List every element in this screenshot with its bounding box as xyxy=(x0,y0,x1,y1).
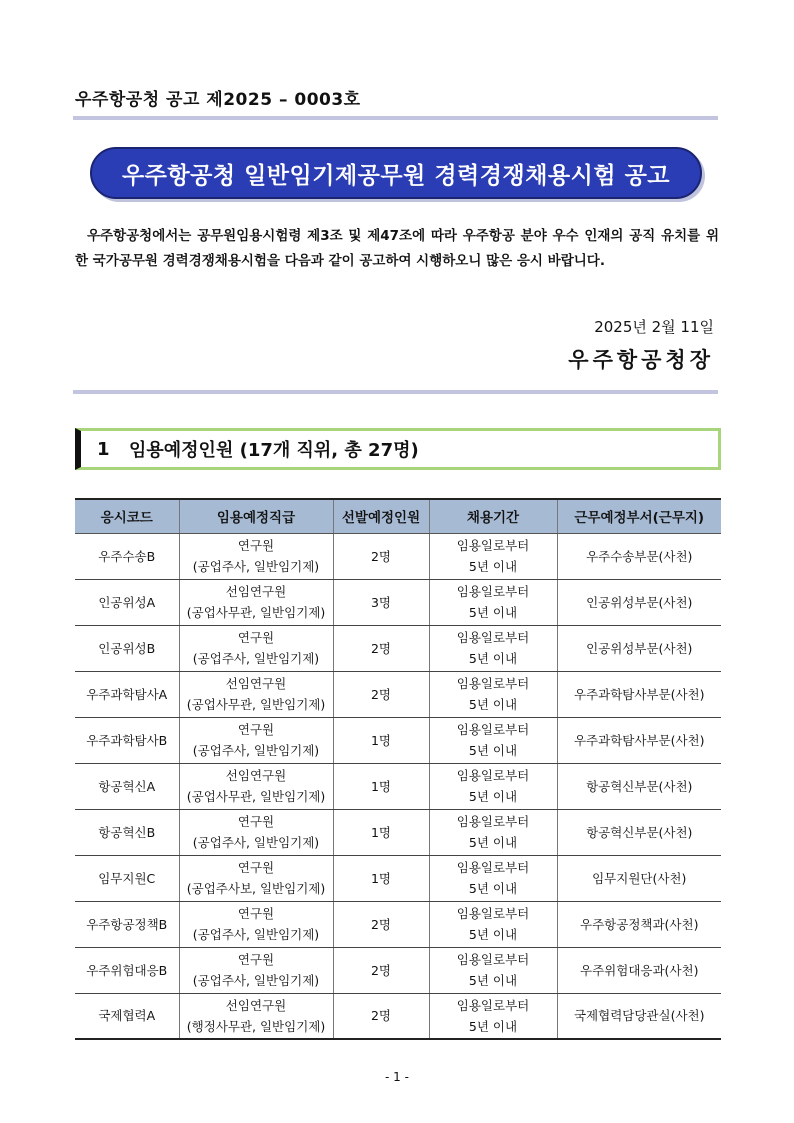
cell-count: 3명 xyxy=(333,579,429,625)
rank-title: 연구원 xyxy=(237,722,275,737)
cell-department: 인공위성부문(사천) xyxy=(557,579,721,625)
cell-count: 1명 xyxy=(333,763,429,809)
period-start: 임용일로부터 xyxy=(456,814,530,829)
period-start: 임용일로부터 xyxy=(456,952,530,967)
cell-department: 국제협력담당관실(사천) xyxy=(557,993,721,1039)
cell-code: 임무지원C xyxy=(75,855,179,901)
cell-count: 2명 xyxy=(333,533,429,579)
rank-grade: (공업사무관, 일반임기제) xyxy=(186,697,326,712)
rank-title: 선임연구원 xyxy=(225,768,287,783)
cell-code: 항공혁신A xyxy=(75,763,179,809)
header-rank: 임용예정직급 xyxy=(179,499,333,533)
rank-title: 연구원 xyxy=(237,814,275,829)
table-row xyxy=(75,809,721,855)
cell-count: 2명 xyxy=(333,947,429,993)
cell-rank xyxy=(179,809,333,855)
table-header-row xyxy=(75,499,721,533)
cell-rank xyxy=(179,901,333,947)
issuer-name: 우주항공청장 xyxy=(568,347,714,372)
table-row xyxy=(75,993,721,1039)
cell-code: 인공위성A xyxy=(75,579,179,625)
rank-title: 선임연구원 xyxy=(225,584,287,599)
cell-code: 우주항공정책B xyxy=(75,901,179,947)
table-row xyxy=(75,763,721,809)
cell-count: 2명 xyxy=(333,901,429,947)
cell-period xyxy=(429,809,557,855)
table-row xyxy=(75,717,721,763)
rank-grade: (공업주사보, 일반임기제) xyxy=(186,881,326,896)
cell-code: 우주과학탐사A xyxy=(75,671,179,717)
cell-department: 임무지원단(사천) xyxy=(557,855,721,901)
section-title: 임용예정인원 (17개 직위, 총 27명) xyxy=(129,440,419,461)
cell-department: 항공혁신부문(사천) xyxy=(557,809,721,855)
rank-title: 연구원 xyxy=(237,952,275,967)
announcement-title-text: 우주항공청 일반임기제공무원 경력경쟁채용시험 공고 xyxy=(121,162,671,189)
cell-rank xyxy=(179,579,333,625)
cell-rank xyxy=(179,671,333,717)
rank-grade: (공업주사, 일반임기제) xyxy=(192,973,320,988)
cell-rank xyxy=(179,993,333,1039)
cell-code: 우주과학탐사B xyxy=(75,717,179,763)
rank-title: 선임연구원 xyxy=(225,676,287,691)
cell-rank xyxy=(179,717,333,763)
period-length: 5년 이내 xyxy=(468,973,518,988)
cell-period xyxy=(429,763,557,809)
rank-title: 연구원 xyxy=(237,860,275,875)
section-number: 1 xyxy=(97,438,110,460)
rank-grade: (행정사무관, 일반임기제) xyxy=(186,1018,326,1034)
rank-title: 연구원 xyxy=(237,538,275,553)
rank-grade: (공업주사, 일반임기제) xyxy=(192,927,320,942)
cell-department: 우주수송부문(사천) xyxy=(557,533,721,579)
cell-period xyxy=(429,579,557,625)
period-length: 5년 이내 xyxy=(468,697,518,712)
period-start: 임용일로부터 xyxy=(456,584,530,599)
announcement-date: 2025년 2월 11일 xyxy=(594,318,714,336)
rank-grade: (공업주사, 일반임기제) xyxy=(192,559,320,574)
header-count: 선발예정인원 xyxy=(333,499,429,533)
table-row xyxy=(75,579,721,625)
table-row xyxy=(75,901,721,947)
cell-period xyxy=(429,901,557,947)
table-row xyxy=(75,533,721,579)
table-row xyxy=(75,855,721,901)
cell-department: 우주항공정책과(사천) xyxy=(557,901,721,947)
period-length: 5년 이내 xyxy=(468,651,518,666)
period-start: 임용일로부터 xyxy=(456,538,530,553)
cell-rank xyxy=(179,533,333,579)
cell-department: 인공위성부문(사천) xyxy=(557,625,721,671)
cell-code: 인공위성B xyxy=(75,625,179,671)
cell-department: 우주과학탐사부문(사천) xyxy=(557,717,721,763)
period-length: 5년 이내 xyxy=(468,559,518,574)
intro-paragraph: 우주항공청에서는 공무원임용시험령 제3조 및 제47조에 따라 우주항공 분야 우수 인재의 공직 유치를 위한 국가공무원 경력경쟁채용시험을 다음과 같이 공고하여 시행하오니 많은 응시 바랍니다. xyxy=(75,228,719,269)
rank-grade: (공업사무관, 일반임기제) xyxy=(186,789,326,804)
cell-code: 항공혁신B xyxy=(75,809,179,855)
cell-count: 2명 xyxy=(333,625,429,671)
table-row xyxy=(75,671,721,717)
announcement-title xyxy=(90,147,702,199)
table-row xyxy=(75,947,721,993)
rank-grade: (공업주사, 일반임기제) xyxy=(192,651,320,666)
cell-period xyxy=(429,671,557,717)
rank-title: 연구원 xyxy=(237,906,275,921)
cell-count: 2명 xyxy=(333,993,429,1039)
table-row xyxy=(75,625,721,671)
period-start: 임용일로부터 xyxy=(456,630,530,645)
cell-count: 1명 xyxy=(333,809,429,855)
period-start: 임용일로부터 xyxy=(456,860,530,875)
header-period: 채용기간 xyxy=(429,499,557,533)
cell-period xyxy=(429,717,557,763)
page-number: - 1 - xyxy=(385,1070,409,1084)
rank-grade: (공업주사, 일반임기제) xyxy=(192,835,320,850)
cell-department: 우주과학탐사부문(사천) xyxy=(557,671,721,717)
cell-rank xyxy=(179,855,333,901)
cell-count: 2명 xyxy=(333,671,429,717)
rank-grade: (공업주사, 일반임기제) xyxy=(192,743,320,758)
top-divider xyxy=(73,116,718,120)
period-length: 5년 이내 xyxy=(468,835,518,850)
cell-department: 항공혁신부문(사천) xyxy=(557,763,721,809)
cell-period xyxy=(429,625,557,671)
cell-rank xyxy=(179,763,333,809)
period-start: 임용일로부터 xyxy=(456,768,530,783)
section-heading xyxy=(75,428,721,470)
cell-rank xyxy=(179,625,333,671)
cell-count: 1명 xyxy=(333,717,429,763)
period-length: 5년 이내 xyxy=(468,789,518,804)
period-length: 5년 이내 xyxy=(468,743,518,758)
header-code: 응시코드 xyxy=(75,499,179,533)
notice-number: 우주항공청 공고 제2025 – 0003호 xyxy=(75,90,361,110)
period-length: 5년 이내 xyxy=(468,927,518,942)
period-length: 5년 이내 xyxy=(468,605,518,620)
cell-code: 우주위험대응B xyxy=(75,947,179,993)
cell-code: 우주수송B xyxy=(75,533,179,579)
cell-period xyxy=(429,993,557,1039)
cell-code: 국제협력A xyxy=(75,993,179,1039)
header-department: 근무예정부서(근무지) xyxy=(557,499,721,533)
cell-period xyxy=(429,533,557,579)
rank-title: 연구원 xyxy=(237,630,275,645)
period-start: 임용일로부터 xyxy=(456,906,530,921)
cell-count: 1명 xyxy=(333,855,429,901)
period-length: 5년 이내 xyxy=(468,1018,518,1034)
cell-rank xyxy=(179,947,333,993)
middle-divider xyxy=(73,390,718,394)
recruitment-table xyxy=(75,498,721,1040)
cell-department: 우주위험대응과(사천) xyxy=(557,947,721,993)
cell-period xyxy=(429,947,557,993)
cell-period xyxy=(429,855,557,901)
period-length: 5년 이내 xyxy=(468,881,518,896)
period-start: 임용일로부터 xyxy=(456,722,530,737)
period-start: 임용일로부터 xyxy=(456,997,530,1013)
rank-grade: (공업사무관, 일반임기제) xyxy=(186,605,326,620)
rank-title: 선임연구원 xyxy=(225,997,287,1013)
period-start: 임용일로부터 xyxy=(456,676,530,691)
